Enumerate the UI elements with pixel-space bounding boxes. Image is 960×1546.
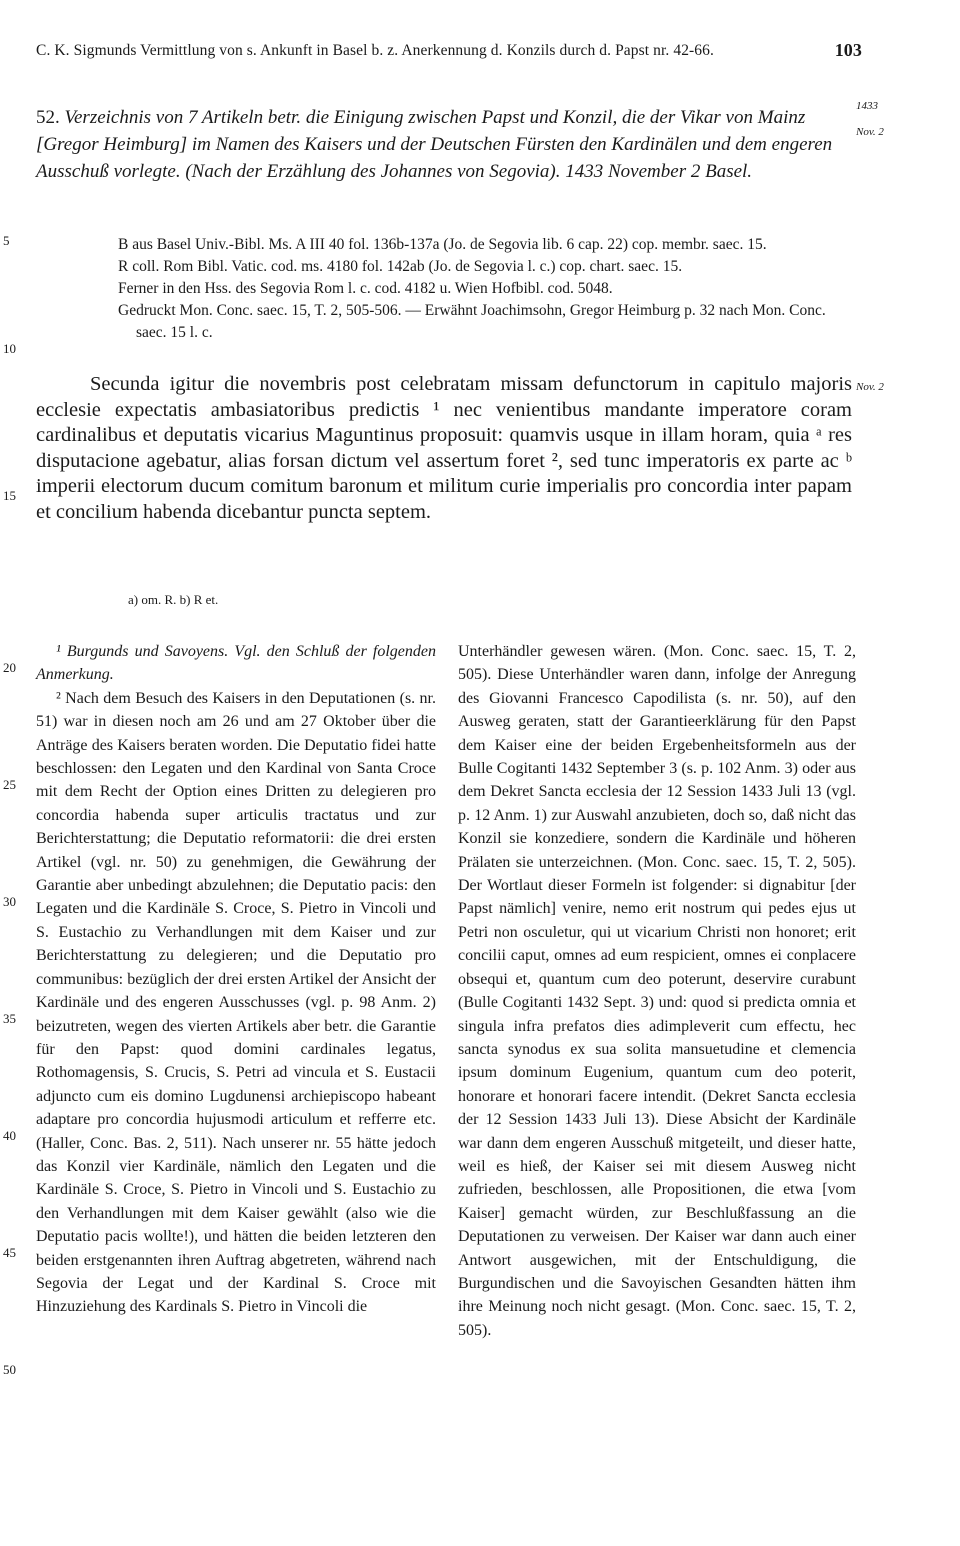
source-entry: R coll. Rom Bibl. Vatic. cod. ms. 4180 fol. 142ab (Jo. de Segovia l. c.) cop. chart. saec. 15. <box>118 258 683 275</box>
footnote: ¹ Burgunds und Savoyens. Vgl. den Schluß der folgenden Anmerkung. <box>36 643 436 684</box>
page-number: 103 <box>834 40 862 60</box>
footnote-continuation: Unterhändler gewesen wären. (Mon. Conc. saec. 15, T. 2, 505). Diese Unterhändler waren dann, infolge der Anregung des Giovanni Francesco Capodilista (s. nr. 50), auf den Ausweg geraten, statt der Garantieerklärung für den Papst dem Kaiser eine der beiden Ergebenheitsformeln aus der Bulle Cogitanti 1432 September 3 (s. p. 102 Anm. 3) oder aus dem Dekret Sancta ecclesia der 12 Session 1433 Juli 13 (vgl. p. 12 Anm. 1) zur Auswahl anzubieten, doch so, daß nicht das Konzil sie konzediere, sondern die Kardinäle und höheren Prälaten sie unterzeichnen. (Mon. Conc. saec. 15, T. 2, 505). Der Wortlaut dieser Formeln ist folgender: si dignabitur [der Papst nämlich] venire, nemo erit nostrum qui pedes ejus ut Petri non osculetur, qui ut vicarium Christi non honoret; erit concilii caput, omnes ad eum respicient, omnes ei conplacere obsequi et, quantum cum deo poterunt, deservire curabunt (Bulle Cogitanti 1432 Sept. 3) und: quod si predicta omnia et singula infra prefatos dies adimpleverit cum effectu, hec sancta synodus ex sua solita mansuetudine et clemencia ipsum dominum Eugenium, quantum cum deo poterit, honorare et honorari facere intendit. (Dekret Sancta ecclesia der 12 Session 1433 Juli 13). Diese Absicht der Kardinäle war dann dem engeren Ausschuß mitgeteilt, und dieser hatte, weil es hieß, der Kaiser sei mit diesem Ausweg nicht zufrieden, beschlossen, alle Propositionen, die etwa [vom Kaiser] gemacht würden, zur Beschlußfassung an die Deputationen zu verweisen. Der Kaiser war dann auch einer Antwort ausgewichen, mit der Entschuldigung, die Burgundischen und die Savoyischen Gesandten hätten ihm ihre Meinung noch nicht gesagt. (Mon. Conc. saec. 15, T. 2, 505). <box>458 643 856 1339</box>
margin-date: Nov. 2 <box>856 126 884 138</box>
document-heading <box>36 104 856 185</box>
running-title: C. K. Sigmunds Vermittlung von s. Ankunft in Basel b. z. Anerkennung d. Konzils durch d. Papst nr. 42-66. <box>36 42 714 59</box>
source-entry: Gedruckt Mon. Conc. saec. 15, T. 2, 505-506. — Erwähnt Joachimsohn, Gregor Heimburg p. 32 nach Mon. Conc. saec. 15 l. c. <box>118 302 826 341</box>
line-number: 50 <box>3 1362 16 1377</box>
margin-text-date: Nov. 2 <box>856 381 884 393</box>
line-number: 25 <box>3 777 16 792</box>
document-title: Verzeichnis von 7 Artikeln betr. die Einigung zwischen Papst und Konzil, die der Vikar von Mainz [Gregor Heimburg] im Namen des Kaisers und der Deutschen Fürsten den Kardinälen und dem engeren Ausschuß vorlegte. (Nach der Erzählung des Johannes von Segovia). 1433 November 2 Basel. <box>36 107 833 182</box>
footnote: ² Nach dem Besuch des Kaisers in den Deputationen (s. nr. 51) war in diesen noch am 26 und am 27 Oktober über die Anträge des Kaisers beraten worden. Die Deputatio fidei hatte beschlossen: den Legaten und den Kardinal von Santa Croce mit dem Recht der Option eines Dritten zu delegieren pro concordia habenda super articulis tractatus und zur Berichterstattung; die Deputatio reformatorii: die drei ersten Artikel (vgl. nr. 50) zu genehmigen, die Gewährung der Garantie aber unbedingt abzulehnen; die Deputatio pacis: den Legaten und die Kardinäle S. Croce, S. Pietro in Vincoli und S. Eustachio zu Verhandlungen mit dem Kaiser und zur Berichterstattung zu delegieren; und die Deputatio pro communibus: bezüglich der drei ersten Artikel der Ansicht der Kardinäle und des engeren Ausschusses (vgl. p. 98 Anm. 2) beizutreten, wegen des vierten Artikels aber betr. die Garantie für den Papst: quod domini cardinales legatus, Rothomagensis, S. Crucis, S. Petri ad vincula et S. Eustacii adjuncto cum eis domino Lugdunensi archiepiscopo habeant adaptare pro concordia hujusmodi articulum et refferre etc. (Haller, Conc. Bas. 2, 511). Nach unserer nr. 55 hätte jedoch das Konzil vier Kardinäle, nämlich den Legaten und die Kardinäle S. Croce, S. Pietro in Vincoli und S. Eustachio zu den Verhandlungen mit dem Kaiser gewählt (also wie die Deputatio pacis wollte!), und hätten die beiden letzteren den beiden erstgenannten ihren Auftrag abgetreten, während nach Segovia der Legat und der Kardinal S. Croce mit Hinzuziehung des Kardinals S. Pietro in Vincoli die <box>36 689 436 1316</box>
line-number: 40 <box>3 1128 16 1143</box>
line-number: 45 <box>3 1245 16 1260</box>
source-entry: Ferner in den Hss. des Segovia Rom l. c. cod. 4182 u. Wien Hofbibl. cod. 5048. <box>118 280 613 297</box>
textual-variants: a) om. R. b) R et. <box>128 592 219 607</box>
source-entry: B aus Basel Univ.-Bibl. Ms. A III 40 fol. 136b-137a (Jo. de Segovia lib. 6 cap. 22) cop. membr. saec. 15. <box>118 236 767 253</box>
document-number: 52. <box>36 107 60 128</box>
footnotes-right-column <box>458 640 856 1342</box>
main-paragraph: Secunda igitur die novembris post celebratam missam defunctorum in capitulo majoris ecclesie expectatis ambasiatoribus predictis ¹ nec venientibus mandante imperatore coram cardinalibus et deputatis vicarius Maguntinus proposuit: quamvis usque in illam horam, quia ᵃ res disputacione agebatur, alias forsan dictum vel assertum foret ², sed tunc imperatoris ex parte ac ᵇ imperii electorum ducum comitum baronum et militum curie imperialis pro concordia inter papam et concilium habenda dicebantur puncta septem. <box>36 373 852 523</box>
main-text <box>36 372 852 525</box>
line-number: 5 <box>3 233 10 248</box>
line-number: 10 <box>3 341 16 356</box>
line-number: 15 <box>3 488 16 503</box>
page-header <box>36 42 862 60</box>
line-number: 35 <box>3 1011 16 1026</box>
source-apparatus <box>118 234 858 344</box>
line-number: 20 <box>3 660 16 675</box>
margin-year: 1433 <box>856 100 878 112</box>
footnotes-left-column <box>36 640 436 1319</box>
line-number: 30 <box>3 894 16 909</box>
